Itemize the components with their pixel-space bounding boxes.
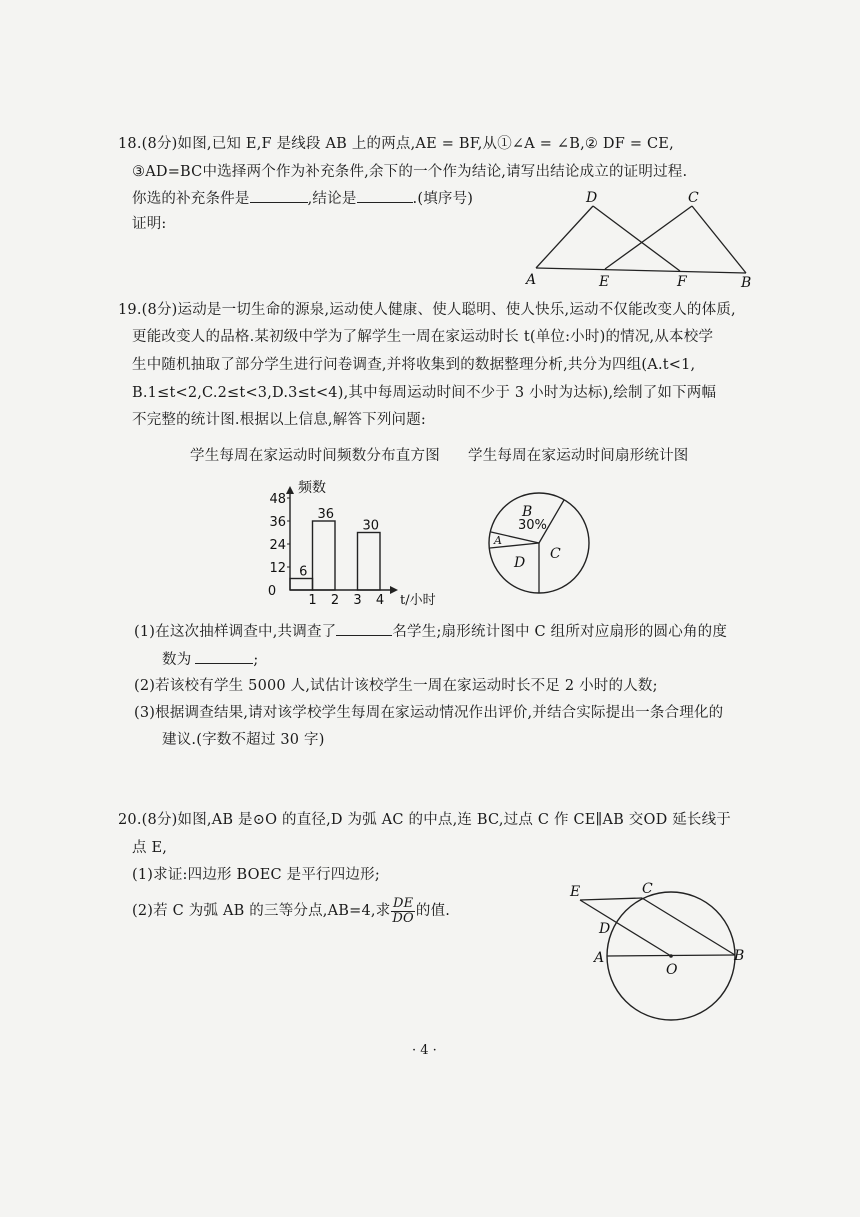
q20-fraction-numerator: DE <box>393 895 414 911</box>
page-number: · 4 · <box>412 1043 437 1058</box>
q19-sub1-line1 <box>134 621 727 642</box>
q18-proof-label: 证明: <box>132 216 167 232</box>
q18-segment-df <box>593 206 680 271</box>
histogram-title: 学生每周在家运动时间频数分布直方图 <box>190 448 440 464</box>
q19-line1: 19.(8分)运动是一切生命的源泉,运动使人健康、使人聪明、使人快乐,运动不仅能改变人的体质, <box>118 302 736 318</box>
q18-segment-ab <box>536 268 746 273</box>
q19-sub2: (2)若该校有学生 5000 人,试估计该校学生一周在家运动时长不足 2 小时的人数; <box>134 678 658 694</box>
q18-segment-ad <box>536 206 593 268</box>
q18-segment-ec <box>605 206 692 269</box>
bar-value-label: 30 <box>362 518 380 534</box>
q19-line2: 更能改变人的品格.某初级中学为了解学生一周在家运动时长 t(单位:小时)的情况,从本校学 <box>132 329 714 345</box>
q18-figure <box>520 188 760 290</box>
x-axis-label: t/小时 <box>400 593 436 608</box>
q20-sub2-text-a: (2)若 C 为弧 AB 的三等分点,AB=4,求 <box>132 903 391 919</box>
x-tick-label: 1 <box>308 593 317 608</box>
q18-line1: 18.(8分)如图,已知 E,F 是线段 AB 上的两点,AE = BF,从①∠A = ∠B,② DF = CE, <box>118 136 674 152</box>
q20-sub2-text-b: 的值. <box>415 903 451 919</box>
pie-label-d: D <box>514 555 526 571</box>
q19-angle-blank <box>195 649 253 664</box>
q20-label-d: D <box>599 921 611 937</box>
q19-sub3-line1: (3)根据调查结果,请对该学校学生每周在家运动情况作出评价,并结合实际提出一条合理化的 <box>134 705 724 721</box>
pie-chart <box>484 488 596 600</box>
q19-sub3-line2: 建议.(字数不超过 30 字) <box>162 732 325 748</box>
q20-center-point <box>669 954 673 958</box>
q19-line5: 不完整的统计图.根据以上信息,解答下列问题: <box>132 412 427 428</box>
q18-label-f: F <box>677 274 687 290</box>
histogram-bar <box>313 521 336 590</box>
q18-line2: ③AD=BC中选择两个作为补充条件,余下的一个作为结论,请写出结论成立的证明过程. <box>132 164 688 180</box>
q20-figure <box>560 878 760 1028</box>
y-axis-arrow <box>286 486 294 494</box>
x-tick-label: 4 <box>375 593 385 608</box>
q19-sub1-text-a: (1)在这次抽样调查中,共调查了 <box>134 624 337 640</box>
q20-fraction <box>391 897 414 926</box>
pie-label-c: C <box>550 546 561 562</box>
pie-label-a: A <box>494 534 502 547</box>
q18-line3 <box>132 188 473 209</box>
q19-sub1-text-d: ; <box>253 652 259 668</box>
q19-line4: B.1≤t<2,C.2≤t<3,D.3≤t<4),其中每周运动时间不少于 3 小时为达标),绘制了如下两幅 <box>132 385 717 401</box>
q20-label-o: O <box>666 962 678 978</box>
q18-conclusion-label: ,结论是 <box>307 191 357 207</box>
x-tick-label: 3 <box>353 593 362 608</box>
q20-line1: 20.(8分)如图,AB 是⊙O 的直径,D 为弧 AC 的中点,连 BC,过点 C 作 CE∥AB 交OD 延长线于 <box>118 812 732 828</box>
q19-students-blank <box>336 621 392 636</box>
q20-segment-eo <box>580 900 671 956</box>
bar-value-label: 6 <box>299 564 308 580</box>
q18-label-d: D <box>586 190 598 206</box>
pie-title: 学生每周在家运动时间扇形统计图 <box>468 448 689 464</box>
histogram-bar <box>290 579 313 591</box>
x-axis-arrow <box>390 586 398 594</box>
pie-label-b: B <box>522 504 533 520</box>
q18-label-b: B <box>741 275 752 290</box>
q18-conclusion-blank <box>357 188 413 203</box>
q20-sub2 <box>132 894 450 928</box>
q20-segment-ec <box>580 898 642 900</box>
q18-fill-hint: .(填序号) <box>412 191 474 207</box>
x-tick-label: 0 <box>267 584 277 599</box>
q20-label-b: B <box>734 948 745 964</box>
q20-label-c: C <box>642 881 653 897</box>
q19-line3: 生中随机抽取了部分学生进行问卷调查,并将收集到的数据整理分析,共分为四组(A.t<1, <box>132 357 696 373</box>
q19-sub1-text-b: 名学生;扇形统计图中 C 组所对应扇形的圆心角的度 <box>392 624 728 640</box>
q20-fraction-denominator: DO <box>392 910 414 926</box>
pie-label-b-percent: 30% <box>518 518 547 533</box>
y-tick-label: 36 <box>269 515 286 530</box>
histogram-chart <box>262 474 462 614</box>
y-tick-label: 24 <box>269 538 286 553</box>
bar-value-label: 36 <box>317 507 335 522</box>
q19-sub1-line2 <box>162 649 259 670</box>
q18-label-c: C <box>688 190 699 206</box>
q18-label-a: A <box>526 272 537 288</box>
histogram-bar <box>358 533 381 591</box>
q20-sub1: (1)求证:四边形 BOEC 是平行四边形; <box>132 867 380 883</box>
q20-label-e: E <box>570 884 581 900</box>
q18-condition-label: 你选的补充条件是 <box>132 191 250 207</box>
y-tick-label: 12 <box>269 561 286 576</box>
y-axis-label: 频数 <box>298 480 326 496</box>
q20-line2: 点 E, <box>132 840 168 856</box>
y-tick-label: 48 <box>269 492 286 507</box>
q19-sub1-text-c: 数为 <box>162 652 192 668</box>
q18-label-e: E <box>599 274 610 290</box>
q20-label-a: A <box>594 950 605 966</box>
x-tick-label: 2 <box>330 593 340 608</box>
q18-condition-blank <box>250 188 308 203</box>
histogram-labels <box>268 479 436 608</box>
q18-segment-cb <box>692 206 746 273</box>
